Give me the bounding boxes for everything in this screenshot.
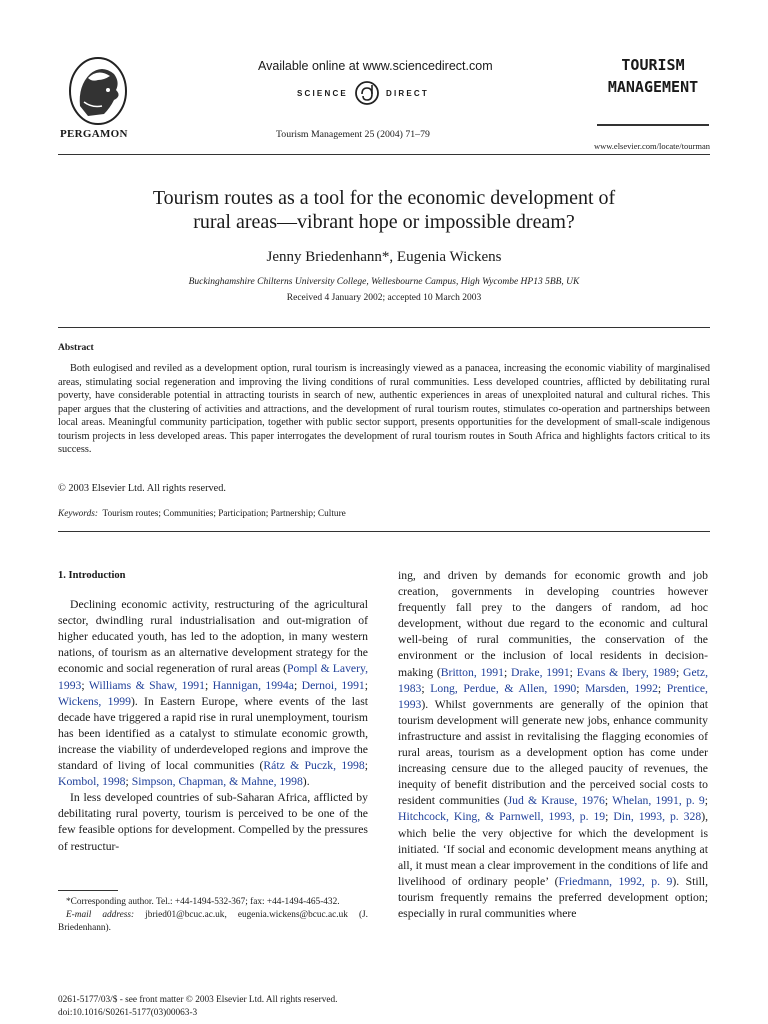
email-label: E-mail address:	[66, 910, 135, 920]
header-divider	[58, 154, 710, 155]
journal-name-line1: TOURISM	[621, 56, 685, 74]
paragraph-text: ;	[364, 759, 368, 773]
title-line-1: Tourism routes as a tool for the economic development of	[152, 187, 616, 209]
body-column-right	[398, 568, 708, 922]
paragraph-text: ;	[604, 794, 613, 808]
citation-link[interactable]: Hitchcock, King, & Parnwell, 1993, p. 19	[398, 810, 606, 824]
front-matter	[58, 994, 337, 1019]
journal-name-line2: MANAGEMENT	[607, 78, 699, 96]
paragraph-text: ;	[421, 681, 431, 695]
abstract-text: Both eulogised and reviled as a development option, rural tourism is increasingly viewed as a panacea, increasing the economic viability of marginalised areas, stimulating social regeneration and improving the living conditions of rural communities. Less developed countries, afflicted by debilitating rural poverty, have considerable potential in attracting tourists in search of new, authentic experiences in areas of unexploited natural and cultural riches. This paper argues that the clustering of activities and attractions, and the development of rural tourism routes, stimulates co-operation and partnerships between local areas. Meaningful community participation, together with public sector support, presents opportunities for the development of small-scale indigenous tourism projects in less developed areas. This paper interrogates the development of rural tourism routes in South Africa and highlights factors critical to its success.	[58, 363, 710, 455]
corresponding-author-note: *Corresponding author. Tel.: +44-1494-532-367; fax: +44-1494-465-432.	[66, 897, 340, 907]
journal-divider	[597, 124, 709, 126]
paragraph-text: ;	[364, 678, 369, 692]
paragraph-text: ;	[293, 678, 302, 692]
section-heading: 1. Introduction	[58, 570, 126, 581]
keywords	[58, 509, 346, 519]
title-divider	[58, 327, 710, 328]
journal-logo	[597, 54, 709, 98]
citation-link[interactable]: Prentice, 1993	[398, 681, 708, 711]
citation-link[interactable]: Britton, 1991	[440, 665, 504, 679]
paragraph-text: ;	[569, 665, 577, 679]
citation-link[interactable]: Drake, 1991	[511, 665, 570, 679]
sd-right-text: DIRECT	[385, 88, 429, 98]
article-title	[58, 186, 710, 234]
citation-link[interactable]: Marsden, 1992	[585, 681, 658, 695]
paragraph-text: ;	[675, 665, 684, 679]
title-line-2: rural areas—vibrant hope or impossible dream?	[193, 211, 575, 233]
citation-link[interactable]: Hannigan, 1994a	[212, 678, 294, 692]
sd-left-text: SCIENCE	[297, 88, 348, 98]
paragraph-text: ). In Eastern Europe, where events of the last decade have triggered a rapid rise in rural unemployment, tourism has been identified as a catalyst to stimulate economic growth, increase the viability of underdeveloped regions and improve the standard of living of local communities (	[58, 694, 369, 773]
citation-link[interactable]: Friedmann, 1992, p. 9	[558, 874, 673, 888]
paragraph-text: ;	[204, 678, 213, 692]
available-online-link[interactable]: Available online at www.sciencedirect.com	[258, 59, 493, 73]
abstract-heading: Abstract	[58, 342, 94, 353]
journal-url-link[interactable]: www.elsevier.com/locate/tourman	[593, 141, 710, 151]
citation-link[interactable]: Whelan, 1991, p. 9	[612, 794, 705, 808]
received-dates: Received 4 January 2002; accepted 10 March 2003	[286, 293, 482, 303]
paragraph-text: ), which belie the very objective for which the development is initiated. ‘If social and economic development means anything at all, it must mean a clear improvement in the conditions of life and livelihood of ordinary people’ (	[398, 810, 709, 888]
paragraph: In less developed countries of sub-Saharan Africa, afflicted by debilitating rural poverty, tourism is perceived to be one of the few feasible options for development. Compelled by the pressures of restructur-	[58, 791, 368, 853]
affiliation: Buckinghamshire Chilterns University College, Wellesbourne Campus, High Wycombe HP13 5BB, UK	[188, 277, 580, 287]
paragraph-text: ).	[302, 775, 310, 789]
citation-link[interactable]: Simpson, Chapman, & Mahne, 1998	[131, 775, 303, 789]
citation-link[interactable]: Getz, 1983	[398, 665, 708, 695]
citation-link[interactable]: Evans & Ibery, 1989	[576, 665, 676, 679]
issn-line: 0261-5177/03/$ - see front matter © 2003 Elsevier Ltd. All rights reserved.	[58, 995, 338, 1005]
citation-link[interactable]: Long, Perdue, & Allen, 1990	[430, 681, 577, 695]
publisher-name: PERGAMON	[60, 128, 128, 140]
sciencedirect-d-icon	[354, 80, 380, 106]
paragraph-text: ;	[125, 775, 132, 789]
citation-link[interactable]: Wickens, 1999	[58, 694, 131, 708]
paragraph-text: ). Whilst governments are generally of the opinion that tourism development will generate new jobs, enhance community infrastructure and assist in revitalising the flagging economies of rural areas, tourism as a development option has come under increasing censure due to the alleged paucity of revenues, the inequity of benefit distribution and the perceived social costs to resident communities (	[398, 697, 708, 808]
paragraph-text: ;	[576, 681, 586, 695]
footnote	[58, 896, 368, 935]
journal-citation: Tourism Management 25 (2004) 71–79	[276, 129, 430, 140]
paragraph-text: Declining economic activity, restructuring of the agricultural sector, dwindling rural industrialisation and out-migration of higher educated youth, has led to the adoption, in many western nations, of tourism as an alternative development strategy for the economic and social regeneration of rural areas (	[58, 598, 368, 676]
paragraph-text: ing, and driven by demands for economic growth and job creation, governments in developing countries however frequently fall prey to the dangers of random, ad hoc development, without due regard to the economic and cultural well-being of rural communities, the conservation of the environment or the inclusion of local residents in decision-making (	[398, 569, 708, 679]
paragraph-text: ;	[605, 810, 614, 824]
citation-link[interactable]: Pompl & Lavery, 1993	[58, 662, 369, 692]
paragraph-text: ;	[81, 678, 89, 692]
citation-link[interactable]: Jud & Krause, 1976	[507, 794, 605, 808]
publisher-logo-icon	[58, 56, 138, 126]
doi-line[interactable]: doi:10.1016/S0261-5177(03)00063-3	[58, 1007, 198, 1018]
citation-link[interactable]: Dernoi, 1991	[301, 678, 365, 692]
citation-link[interactable]: Williams & Shaw, 1991	[88, 678, 205, 692]
keywords-list: Tourism routes; Communities; Participation; Partnership; Culture	[102, 509, 346, 519]
email-note	[58, 909, 368, 935]
paragraph-text: ;	[657, 681, 667, 695]
paragraph-text: ;	[704, 794, 708, 808]
citation-link[interactable]: Din, 1993, p. 328	[613, 810, 702, 824]
author-list: Jenny Briedenhann*, Eugenia Wickens	[266, 249, 502, 265]
citation-link[interactable]: Kombol, 1998	[58, 775, 126, 789]
paragraph	[398, 568, 708, 922]
citation-link[interactable]: Rátz & Puczk, 1998	[263, 759, 365, 773]
abstract-copyright: © 2003 Elsevier Ltd. All rights reserved.	[58, 483, 226, 494]
footnote-divider	[58, 890, 118, 891]
keywords-label: Keywords:	[58, 509, 98, 519]
paragraph-text: ). Still, tourism frequently remains the preferred development option; especially in rural communities where	[398, 874, 708, 920]
sciencedirect-logo	[297, 80, 429, 106]
body-column-left	[58, 568, 368, 855]
keywords-divider	[58, 531, 710, 532]
paragraph-text: ;	[503, 665, 512, 679]
email-addresses[interactable]: jbried01@bcuc.ac.uk, eugenia.wickens@bcuc.ac.uk (J. Briedenhann).	[58, 910, 368, 933]
paragraph	[58, 597, 368, 790]
